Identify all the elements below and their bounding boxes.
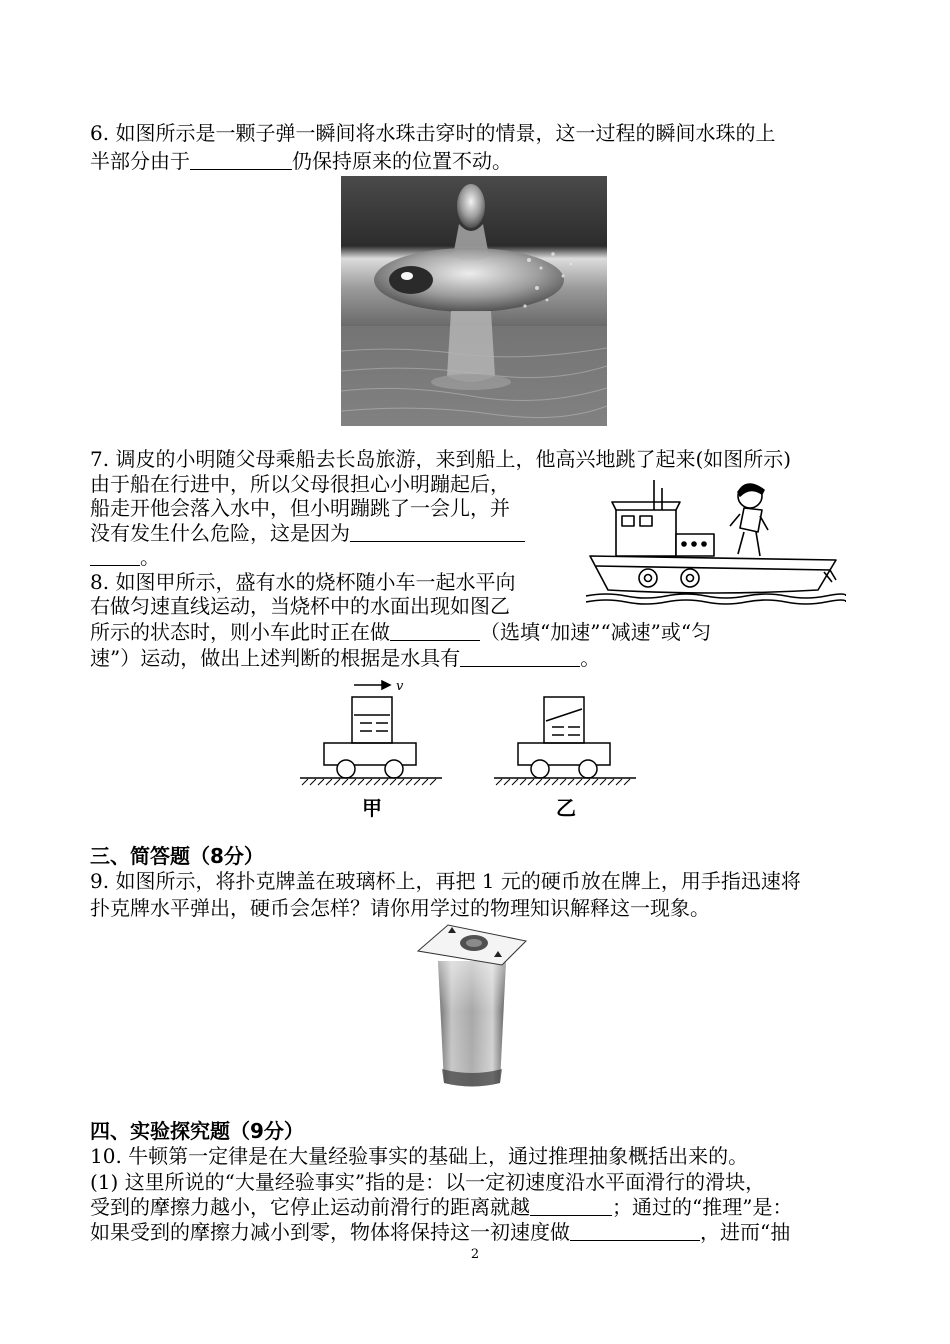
cart-beaker-diagrams: [296, 675, 658, 825]
q8-motion-blank[interactable]: [390, 620, 480, 641]
q6-line-2-suffix: 仍保持原来的位置不动。: [292, 149, 512, 173]
q7-answer-blank-continued[interactable]: [90, 545, 140, 566]
bullet-water-drop-photo: [341, 176, 607, 426]
q8-reason-blank[interactable]: [460, 646, 580, 667]
q10-line-4: [90, 1219, 790, 1245]
q6-line-1: 6. 如图所示是一颗子弹一瞬间将水珠击穿时的情景，这一过程的瞬间水珠的上: [90, 121, 776, 145]
q10-line-3-prefix: 受到的摩擦力越小，它停止运动前滑行的距离就越: [90, 1195, 530, 1219]
q9-line-1: 9. 如图所示，将扑克牌盖在玻璃杯上，再把 1 元的硬币放在牌上，用手指迅速将: [90, 869, 801, 893]
section-3-heading: 三、简答题（8分）: [90, 844, 264, 868]
q7-answer-blank[interactable]: [350, 521, 525, 542]
q7-line-4-prefix: 没有发生什么危险，这是因为: [90, 521, 350, 545]
q10-line-2: (1) 这里所说的“大量经验事实”指的是：以一定初速度沿水平面滑行的滑块，: [90, 1170, 766, 1194]
page-number: 2: [470, 1247, 480, 1262]
q8-line-2: 右做匀速直线运动，当烧杯中的水面出现如图乙: [90, 594, 510, 618]
q10-line-3: [90, 1194, 792, 1220]
q6-line-2-prefix: 半部分由于: [90, 149, 190, 173]
glass-card-photo: [414, 923, 530, 1090]
q8-line-4-prefix: 速”）运动，做出上述判断的根据是水具有: [90, 646, 461, 670]
q7-line-1: 7. 调皮的小明随父母乘船去长岛旅游，来到船上，他高兴地跳了起来(如图所示): [90, 447, 792, 471]
q10-line-4-prefix: 如果受到的摩擦力减小到零，物体将保持这一初速度做: [90, 1220, 570, 1244]
figure-label-b: 乙: [556, 796, 576, 820]
q8-line-3: [90, 619, 711, 645]
figure-label-a: 甲: [362, 796, 382, 820]
q8-line-1: 8. 如图甲所示，盛有水的烧杯随小车一起水平向: [90, 570, 516, 594]
q7-line-3: 船走开他会落入水中，但小明蹦跳了一会儿，并: [90, 496, 510, 520]
q7-line-2: 由于船在行进中，所以父母很担心小明蹦起后，: [90, 472, 510, 496]
q8-line-3-prefix: 所示的状态时，则小车此时正在做: [90, 620, 390, 644]
q10-distance-blank[interactable]: [530, 1195, 612, 1216]
q10-motion-blank[interactable]: [570, 1220, 700, 1241]
velocity-label: v: [396, 679, 404, 694]
q7-line-5: [90, 544, 160, 570]
q7-line-4: [90, 520, 525, 546]
q8-line-4-suffix: 。: [580, 646, 601, 670]
q10-line-3-suffix: ；通过的“推理”是：: [612, 1195, 793, 1219]
boat-boy-illustration: [586, 474, 846, 606]
q10-line-4-suffix: ，进而“抽: [700, 1220, 791, 1244]
q10-line-1: 10. 牛顿第一定律是在大量经验事实的基础上，通过推理抽象概括出来的。: [90, 1144, 749, 1168]
q6-line-2: [90, 148, 512, 174]
q7-line-5-suffix: 。: [140, 545, 160, 569]
q6-answer-blank[interactable]: [190, 149, 292, 170]
q9-line-2: 扑克牌水平弹出，硬币会怎样？请你用学过的物理知识解释这一现象。: [90, 896, 710, 920]
section-4-heading: 四、实验探究题（9分）: [90, 1119, 304, 1143]
q8-line-4: [90, 645, 600, 671]
q8-line-3-suffix: （选填“加速”“减速”或“匀: [480, 620, 712, 644]
